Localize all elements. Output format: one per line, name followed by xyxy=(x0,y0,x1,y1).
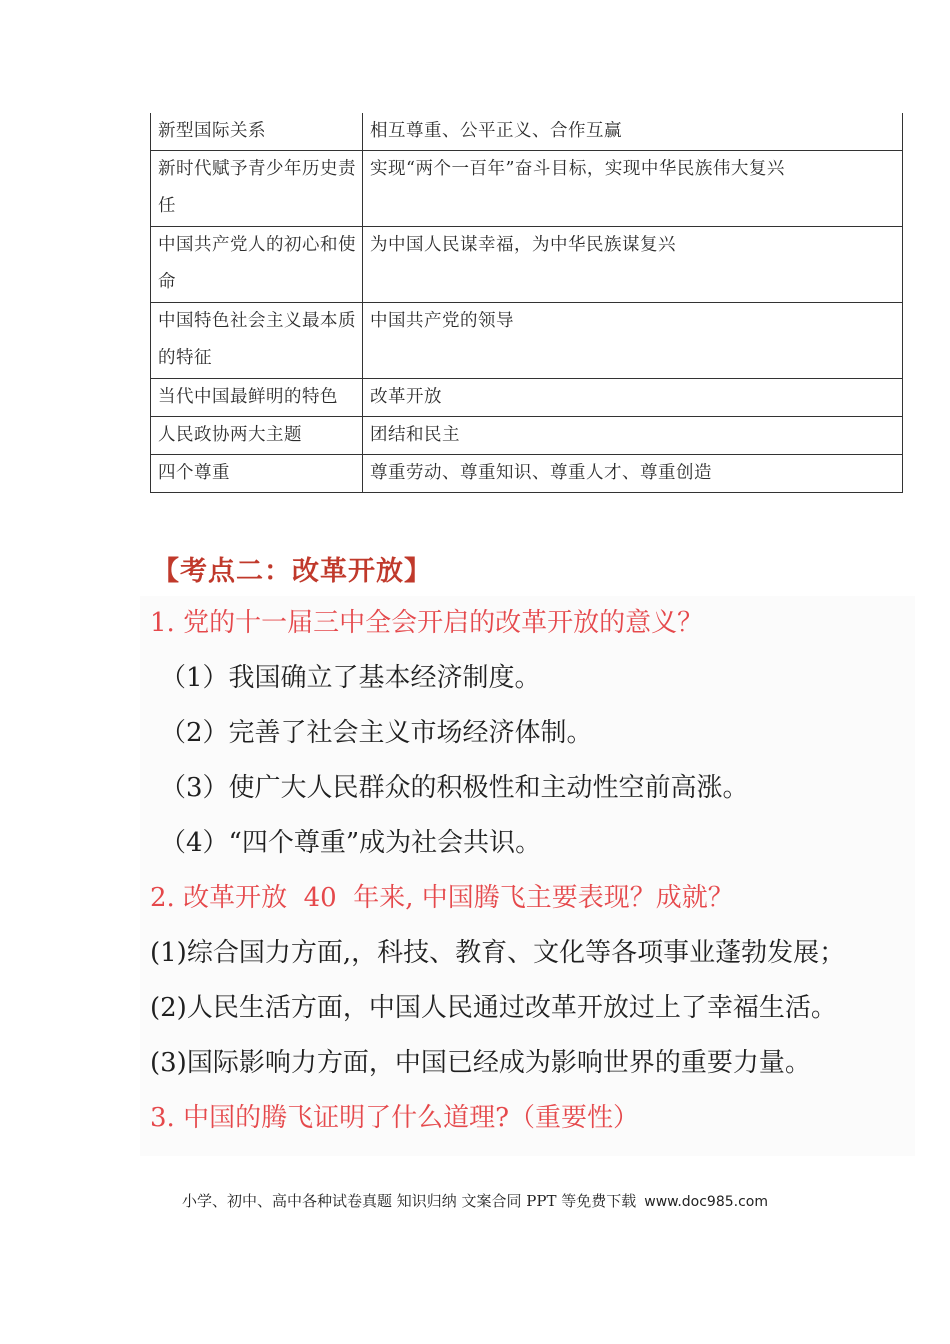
footer-link[interactable]: www.doc985.com xyxy=(644,1194,768,1210)
table-row xyxy=(151,151,903,227)
question-1: 1. 党的十一届三中全会开启的改革开放的意义？ xyxy=(150,608,704,638)
answer-item: （1）我国确立了基本经济制度。 xyxy=(160,663,541,693)
table-value: 团结和民主 xyxy=(363,417,903,455)
table-row xyxy=(151,303,903,379)
table-key: 新时代赋予青少年历史责任 xyxy=(151,151,363,227)
table-value: 尊重劳动、尊重知识、尊重人才、尊重创造 xyxy=(363,455,903,493)
table-key: 新型国际关系 xyxy=(151,113,363,151)
knowledge-table xyxy=(150,113,903,493)
answer-item: （3）使广大人民群众的积极性和主动性空前高涨。 xyxy=(160,773,749,803)
table-key: 中国共产党人的初心和使命 xyxy=(151,227,363,303)
table-row xyxy=(151,227,903,303)
question-2: 2. 改革开放 40 年来, 中国腾飞主要表现？成就？ xyxy=(150,883,734,913)
question-3: 3. 中国的腾飞证明了什么道理?（重要性） xyxy=(150,1103,640,1133)
answer-item: （2）完善了社会主义市场经济体制。 xyxy=(160,718,593,748)
exam-point-section xyxy=(140,548,915,1156)
section-content xyxy=(140,596,915,1156)
answer-item: (1)综合国力方面,，科技、教育、文化等各项事业蓬勃发展； xyxy=(150,938,846,968)
answer-item: (3)国际影响力方面，中国已经成为影响世界的重要力量。 xyxy=(150,1048,811,1078)
footer-text: 小学、初中、高中各种试卷真题 知识归纳 文案合同 PPT 等免费下载 xyxy=(181,1192,637,1210)
answer-item: （4）“四个尊重”成为社会共识。 xyxy=(160,828,542,858)
table-key: 四个尊重 xyxy=(151,455,363,493)
table-row xyxy=(151,113,903,151)
table-key: 人民政协两大主题 xyxy=(151,417,363,455)
table-value: 实现“两个一百年”奋斗目标，实现中华民族伟大复兴 xyxy=(363,151,903,227)
answer-item: (2)人民生活方面，中国人民通过改革开放过上了幸福生活。 xyxy=(150,993,837,1023)
table-row xyxy=(151,417,903,455)
section-title: 【考点二：改革开放】 xyxy=(152,556,432,587)
table-key: 中国特色社会主义最本质的特征 xyxy=(151,303,363,379)
footer xyxy=(0,1190,950,1211)
table-value: 相互尊重、公平正义、合作互赢 xyxy=(363,113,903,151)
table-row xyxy=(151,379,903,417)
table-key: 当代中国最鲜明的特色 xyxy=(151,379,363,417)
table-row xyxy=(151,455,903,493)
table-value: 中国共产党的领导 xyxy=(363,303,903,379)
table-value: 改革开放 xyxy=(363,379,903,417)
table-value: 为中国人民谋幸福，为中华民族谋复兴 xyxy=(363,227,903,303)
